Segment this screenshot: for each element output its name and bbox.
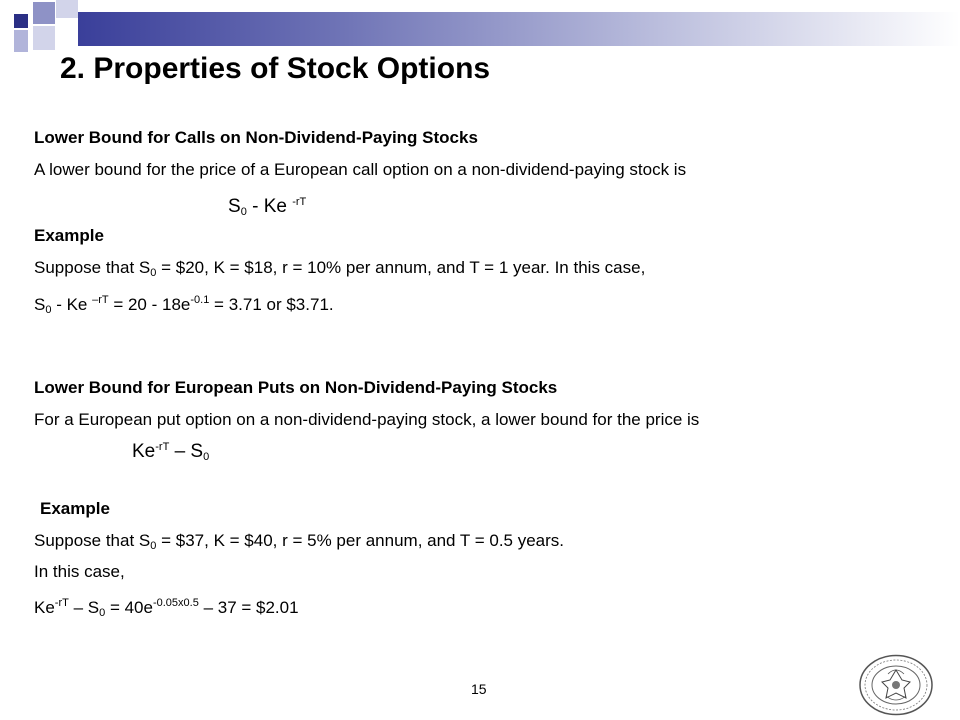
decor-square-6 xyxy=(56,20,76,50)
calls-example-line1: Suppose that $S_0$ = $20, K = $18, r = 10% per annum, and T = 1 year. In this case, xyxy=(34,258,646,279)
puts-heading: Lower Bound for European Puts on Non-Dividend-Paying Stocks xyxy=(34,378,558,397)
calls-formula: $S_0$ - Ke $^{-rT}$ xyxy=(228,196,307,218)
puts-example-line3: $Ke^{-rT} - S_0 = 40e^{-0.05x0.5} - 37$ = $2.01 xyxy=(34,597,299,619)
decor-square-5 xyxy=(14,30,28,52)
calls-heading: Lower Bound for Calls on Non-Dividend-Paying Stocks xyxy=(34,128,478,147)
puts-example-line2: In this case, xyxy=(34,562,125,581)
decor-square-2 xyxy=(33,2,55,24)
puts-intro: For a European put option on a non-dividend-paying stock, a lower bound for the price is xyxy=(34,410,700,429)
decor-square-4 xyxy=(33,26,55,50)
puts-example-line1: Suppose that $S_0$ = $37, K = $40, r = 5% per annum, and T = 0.5 years. xyxy=(34,531,565,552)
calls-example-label: Example xyxy=(34,226,104,245)
header-banner xyxy=(78,12,960,46)
puts-example-label: Example xyxy=(40,499,110,518)
puts-formula: $Ke^{-rT} - S_0$ xyxy=(132,441,210,463)
university-seal-icon xyxy=(858,654,934,716)
decor-square-1 xyxy=(14,14,28,28)
calls-intro: A lower bound for the price of a European call option on a non-dividend-paying stock is xyxy=(34,160,687,179)
slide-title: 2. Properties of Stock Options xyxy=(60,52,491,85)
calls-example-line2: $S_0$ - Ke $^{-rT} = 20 - 18e^{-0.1} = 3.71$ or $3.71. xyxy=(34,294,334,316)
decor-square-3 xyxy=(56,0,78,18)
page-number: 15 xyxy=(471,681,487,697)
